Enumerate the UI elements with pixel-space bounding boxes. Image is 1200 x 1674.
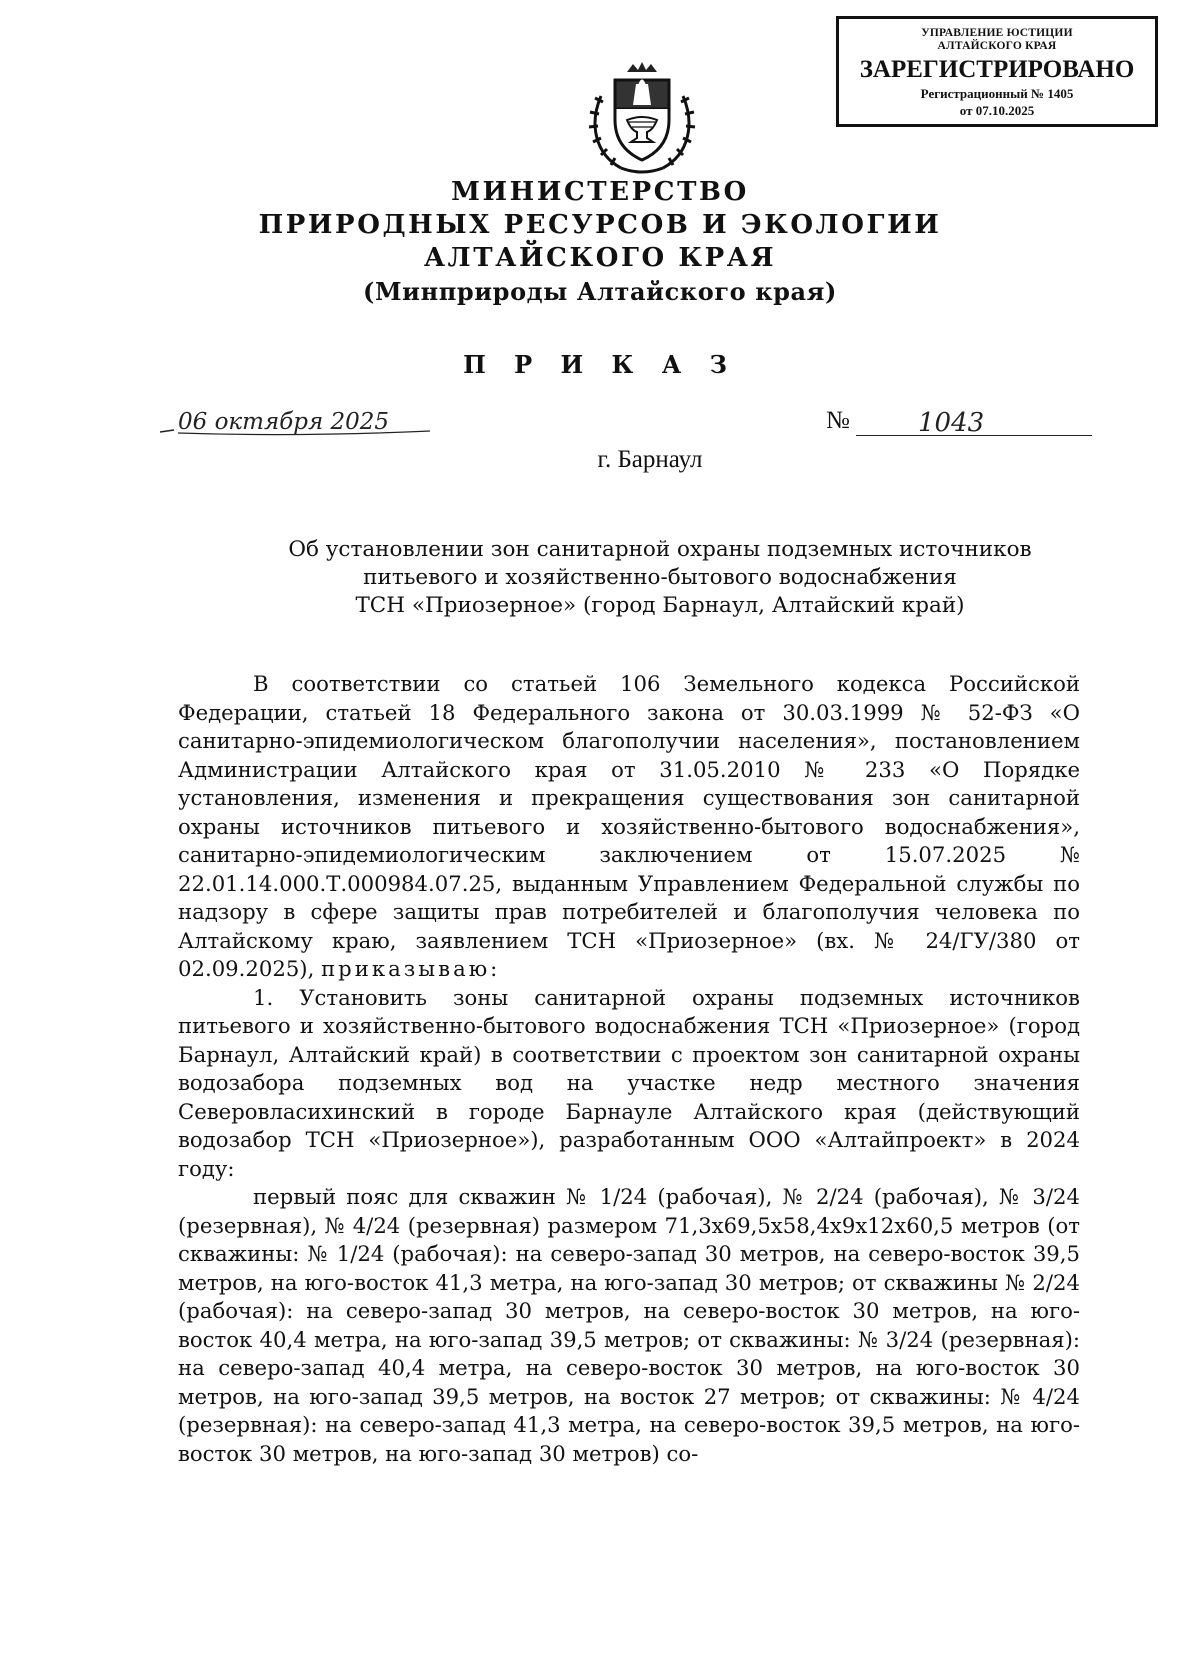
paragraph-first-belt: первый пояс для скважин № 1/24 (рабочая), № 2/24 (рабочая), № 3/24 (резервная), № 4/24 (резервная) размером 71,3х69,5х58,4х9х12х60,5 метров (от скважины: № 1/24 (рабочая): на северо-запад 30 метров, на северо-восток 39,5 метров, на юго-восток 41,3 метра, на юго-запад 30 метров; от скважины № 2/24 (рабочая): на северо-запад 30 метров, на северо-восток 30 метров, на юго-восток 40,4 метра, на юго-запад 39,5 метров; от скважины: № 3/24 (резервная): на северо-запад 40,4 метра, на северо-восток 30 метров, на юго-восток 30 метров, на юго-запад 39,5 метров, на восток 27 метров; от скважины: № 4/24 (резервная): на северо-запад 41,3 метра, на северо-восток 39,5 метров, на юго-восток 30 метров, на юго-запад 30 метров) со- (178, 1184, 1080, 1466)
ministry-name (0, 176, 1200, 308)
coat-of-arms-icon (581, 58, 703, 180)
stamp-org-line2: АЛТАЙСКОГО КРАЯ (937, 40, 1057, 52)
ministry-line3: АЛТАЙСКОГО КРАЯ (423, 243, 777, 273)
title-line3: ТСН «Приозерное» (город Барнаул, Алтайский край) (355, 593, 965, 618)
document-body (178, 670, 1080, 1468)
number-sign: № (826, 407, 850, 434)
ministry-short-name: (Минприроды Алтайского края) (363, 277, 837, 306)
handwritten-date (158, 404, 438, 438)
ministry-line1: МИНИСТЕРСТВО (451, 177, 749, 207)
stamp-date-line (839, 102, 1155, 119)
stamp-reg-label: Регистрационный № (920, 86, 1045, 101)
handwritten-date-text: 06 октября 2025 (178, 409, 390, 435)
order-word: приказываю: (321, 956, 501, 981)
stamp-org-line1: УПРАВЛЕНИЕ ЮСТИЦИИ (921, 27, 1073, 39)
preamble-text: В соответствии со статьей 106 Земельного кодекса Российской Федерации, статьей 18 Федерального закона от 30.03.1999 № 52-ФЗ «О санитарно-эпидемиологическом благополучии населения», постановлением Администрации Алтайского края от 31.05.2010 № 233 «О Порядке установления, изменения и прекращения существования зон санитарной охраны источников питьевого и хозяйственно-бытового водоснабжения», санитарно-эпидемиологическим заключением от 15.07.2025 № 22.01.14.000.Т.000984.07.25, выданным Управлением Федеральной службы по надзору в сфере защиты прав потребителей и благополучия человека по Алтайскому краю, заявлением ТСН «Приозерное» (вх. № 24/ГУ/380 от 02.09.2025), (178, 671, 1080, 981)
stamp-reg-line (839, 85, 1155, 102)
stamp-status: ЗАРЕГИСТРИРОВАНО (859, 56, 1135, 83)
ministry-line2: ПРИРОДНЫХ РЕСУРСОВ И ЭКОЛОГИИ (258, 210, 942, 240)
city: г. Барнаул (597, 446, 703, 473)
title-line2: питьевого и хозяйственно-бытового водоснабжения (363, 565, 957, 590)
registration-stamp (836, 16, 1158, 127)
stamp-reg-number: 1405 (1047, 86, 1074, 101)
title-line1: Об установлении зон санитарной охраны подземных источников (288, 537, 1032, 562)
order-number (826, 404, 1092, 440)
document-title (245, 536, 1075, 620)
paragraph-preamble (178, 670, 1080, 984)
stamp-date: 07.10.2025 (975, 103, 1035, 118)
handwritten-number-text: 1043 (918, 408, 985, 438)
document-type: П Р И К А З (463, 350, 737, 379)
paragraph-1: 1. Установить зоны санитарной охраны подземных источников питьевого и хозяйственно-бытового водоснабжения ТСН «Приозерное» (город Барнаул, Алтайский край) в соответствии с проектом зон санитарной охраны водозабора подземных вод на участке недр местного значения Северовласихинский в городе Барнауле Алтайского края (действующий водозабор ТСН «Приозерное»), разработанным ООО «Алтайпроект» в 2024 году: (178, 984, 1080, 1181)
stamp-date-label: от (959, 103, 973, 118)
handwritten-number (912, 404, 1032, 440)
